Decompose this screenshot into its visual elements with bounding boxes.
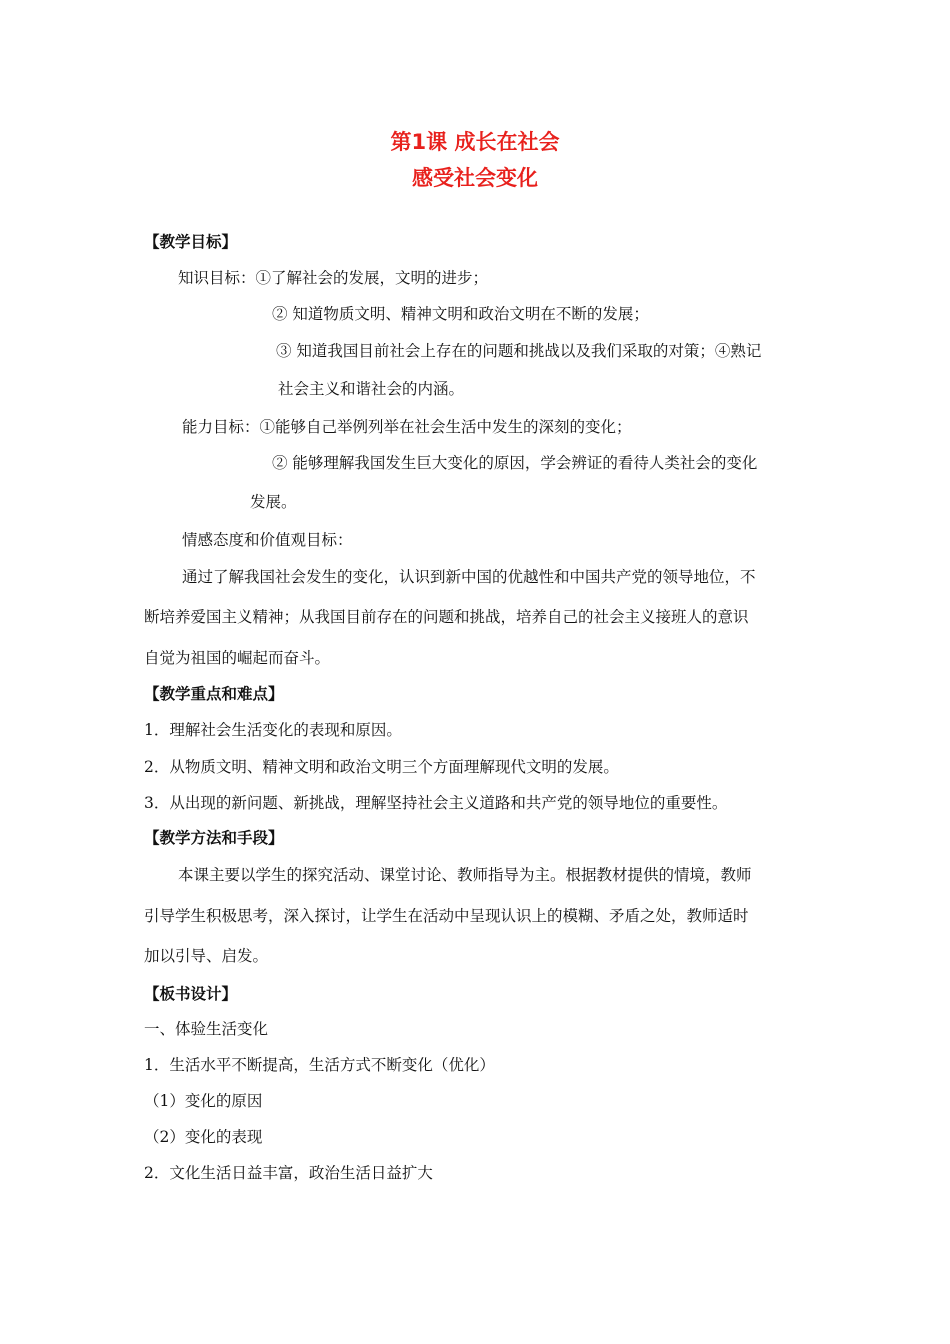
- emotion-goal-line-2: 断培养爱国主义精神；从我国目前存在的问题和挑战，培养自己的社会主义接班人的意识: [144, 608, 749, 626]
- methods-heading: 【教学方法和手段】: [144, 829, 284, 847]
- board-line-1: 一、体验生活变化: [144, 1020, 269, 1038]
- key-point-2: 2．从物质文明、精神文明和政治文明三个方面理解现代文明的发展。: [144, 758, 619, 776]
- lesson-subtitle: 感受社会变化: [412, 166, 538, 190]
- methods-line-3: 加以引导、启发。: [144, 947, 269, 965]
- methods-line-2: 引导学生积极思考，深入探讨，让学生在活动中呈现认识上的模糊、矛盾之处，教师适时: [144, 907, 749, 925]
- ability-goal-2: ② 能够理解我国发生巨大变化的原因，学会辨证的看待人类社会的变化: [272, 454, 758, 472]
- key-points-heading: 【教学重点和难点】: [144, 685, 284, 703]
- objectives-heading: 【教学目标】: [144, 233, 238, 251]
- emotion-goal-line-1: 通过了解我国社会发生的变化，认识到新中国的优越性和中国共产党的领导地位，不: [182, 568, 756, 586]
- emotion-goal-line-3: 自觉为祖国的崛起而奋斗。: [144, 649, 331, 667]
- ability-goal-3: 发展。: [250, 493, 297, 511]
- methods-line-1: 本课主要以学生的探究活动、课堂讨论、教师指导为主。根据教材提供的情境，教师: [178, 866, 752, 884]
- lesson-title: 第1课 成长在社会: [390, 130, 560, 154]
- emotion-goal-label: 情感态度和价值观目标：: [182, 531, 353, 549]
- board-line-3: （1）变化的原因: [144, 1092, 263, 1110]
- knowledge-goal-3: ③ 知道我国目前社会上存在的问题和挑战以及我们采取的对策；④熟记: [276, 342, 762, 360]
- ability-goal-1: 能力目标：①能够自己举例列举在社会生活中发生的深刻的变化；: [182, 418, 632, 436]
- knowledge-goal-1: 知识目标：①了解社会的发展，文明的进步；: [178, 269, 489, 287]
- board-design-heading: 【板书设计】: [144, 985, 238, 1003]
- knowledge-goal-2: ② 知道物质文明、精神文明和政治文明在不断的发展；: [272, 305, 649, 323]
- board-line-2: 1．生活水平不断提高，生活方式不断变化（优化）: [144, 1056, 495, 1074]
- knowledge-goal-4: 社会主义和谐社会的内涵。: [278, 380, 465, 398]
- key-point-1: 1．理解社会生活变化的表现和原因。: [144, 721, 402, 739]
- board-line-5: 2．文化生活日益丰富，政治生活日益扩大: [144, 1164, 433, 1182]
- board-line-4: （2）变化的表现: [144, 1128, 263, 1146]
- key-point-3: 3．从出现的新问题、新挑战，理解坚持社会主义道路和共产党的领导地位的重要性。: [144, 794, 728, 812]
